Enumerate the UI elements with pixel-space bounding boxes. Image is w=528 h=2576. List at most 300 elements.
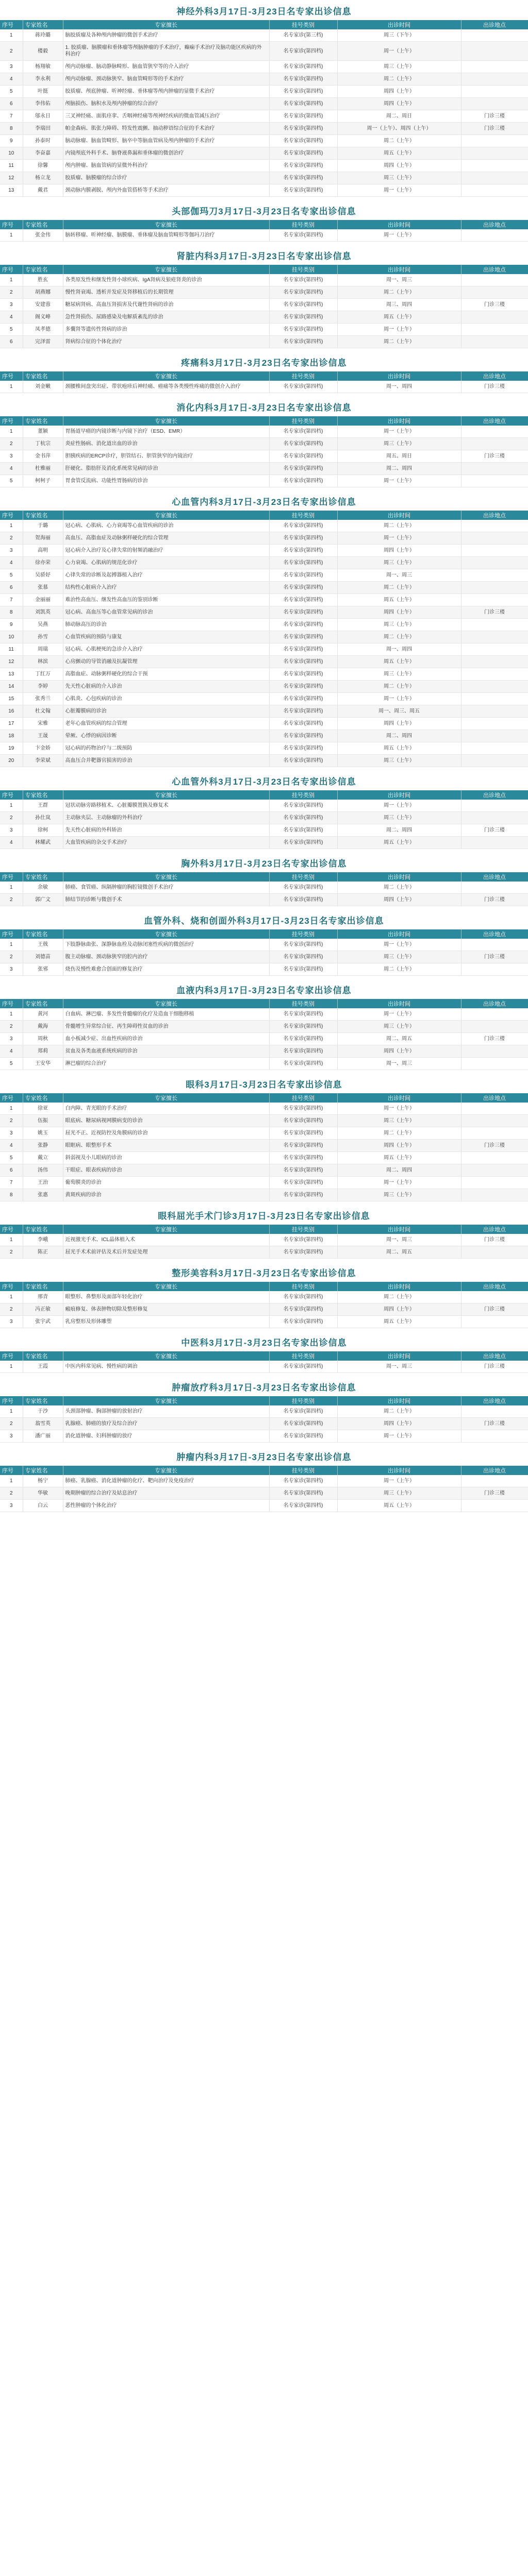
clinic-time: 周一（上午） xyxy=(337,324,461,336)
column-header: 出诊地点 xyxy=(461,220,528,229)
doctor-specialty: 肺动脉高压的诊治 xyxy=(63,619,269,631)
doctor-name[interactable]: 黄河 xyxy=(23,1008,63,1021)
doctor-specialty: 瘢痕修复、体表肿物切除及整形修复 xyxy=(63,1303,269,1316)
column-header: 专家擅长 xyxy=(63,371,269,381)
doctor-name[interactable]: 李永利 xyxy=(23,73,63,86)
doctor-name[interactable]: 杜文翰 xyxy=(23,705,63,718)
table-row xyxy=(0,812,528,824)
doctor-name[interactable]: 张宇武 xyxy=(23,1316,63,1328)
table-header-row xyxy=(0,1351,528,1361)
doctor-name[interactable]: 郭广文 xyxy=(23,894,63,906)
clinic-time: 周三（上午） xyxy=(337,438,461,450)
registration-type: 名专家诊(第四档) xyxy=(269,520,337,532)
clinic-time: 周一、周四 xyxy=(337,381,461,393)
schedule-table xyxy=(0,416,528,487)
row-index: 3 xyxy=(0,1316,23,1328)
doctor-specialty: 冠状动脉旁路移植术、心脏瓣膜置换及修复术 xyxy=(63,800,269,812)
doctor-name[interactable]: 杨立龙 xyxy=(23,172,63,184)
schedule-table xyxy=(0,1282,528,1328)
doctor-name[interactable]: 丁杭宗 xyxy=(23,438,63,450)
registration-type: 名专家诊(第四档) xyxy=(269,110,337,123)
doctor-specialty: 白血病、淋巴瘤、多发性骨髓瘤的化疗及造血干细胞移植 xyxy=(63,1008,269,1021)
column-header: 挂号类别 xyxy=(269,872,337,882)
doctor-name[interactable]: 李奋嘉 xyxy=(23,147,63,160)
row-index: 2 xyxy=(0,1115,23,1127)
clinic-location xyxy=(461,1430,528,1443)
doctor-name[interactable]: 李婷 xyxy=(23,681,63,693)
row-index: 8 xyxy=(0,606,23,619)
doctor-name[interactable]: 吴燕 xyxy=(23,619,63,631)
registration-type: 名专家诊(第四档) xyxy=(269,1045,337,1058)
doctor-name[interactable]: 柯柯子 xyxy=(23,475,63,487)
clinic-location xyxy=(461,882,528,894)
registration-type: 名专家诊(第四档) xyxy=(269,1487,337,1500)
clinic-time: 周一（上午） xyxy=(337,229,461,242)
doctor-name[interactable]: 安建蓉 xyxy=(23,299,63,311)
doctor-specialty: 心肌炎、心包疾病的诊治 xyxy=(63,693,269,705)
doctor-name[interactable]: 张静 xyxy=(23,1140,63,1152)
column-header: 专家姓名 xyxy=(23,1093,63,1103)
doctor-name[interactable]: 李峨 xyxy=(23,1234,63,1246)
row-index: 1 xyxy=(0,1008,23,1021)
doctor-name[interactable]: 孙泰时 xyxy=(23,135,63,147)
section-title: 眼科屈光手术门诊3月17日-3月23日名专家出诊信息 xyxy=(158,1211,370,1221)
doctor-specialty: 斜弱视及小儿眼病的诊治 xyxy=(63,1152,269,1164)
column-header: 专家擅长 xyxy=(63,872,269,882)
doctor-specialty: 炎症性肠病、消化道出血的诊治 xyxy=(63,438,269,450)
doctor-name[interactable]: 翁雪英 xyxy=(23,1418,63,1430)
doctor-name[interactable]: 卞金娇 xyxy=(23,742,63,755)
doctor-name[interactable]: 孙仕岚 xyxy=(23,812,63,824)
doctor-name[interactable]: 邬永日 xyxy=(23,110,63,123)
clinic-location xyxy=(461,594,528,606)
doctor-name[interactable]: 余敏 xyxy=(23,882,63,894)
doctor-name[interactable]: 高明 xyxy=(23,545,63,557)
doctor-specialty: 难治性高血压、继发性高血压的鉴别诊断 xyxy=(63,594,269,606)
registration-type: 名专家诊(第四档) xyxy=(269,894,337,906)
clinic-time: 周三（上午） xyxy=(337,1021,461,1033)
clinic-time: 周二（上午） xyxy=(337,582,461,594)
doctor-specialty: 颈动脉内膜剥脱、颅内外血管搭桥等手术治疗 xyxy=(63,184,269,197)
column-header: 专家擅长 xyxy=(63,265,269,274)
column-header: 挂号类别 xyxy=(269,1351,337,1361)
clinic-location xyxy=(461,311,528,324)
table-row xyxy=(0,939,528,951)
column-header: 序号 xyxy=(0,929,23,939)
doctor-specialty: 颅内动脉瘤、颈动脉狭窄、脑血管畸形等的手术治疗 xyxy=(63,73,269,86)
doctor-specialty: 颅内动脉瘤、脑动静脉畸形、脑血管狭窄等的介入治疗 xyxy=(63,61,269,73)
table-header-row xyxy=(0,790,528,800)
clinic-time: 周一（上午） xyxy=(337,1430,461,1443)
doctor-name[interactable]: 林耀武 xyxy=(23,837,63,849)
doctor-name[interactable]: 徐馨 xyxy=(23,160,63,172)
clinic-location xyxy=(461,656,528,668)
row-index: 3 xyxy=(0,1500,23,1512)
table-row xyxy=(0,1152,528,1164)
clinic-location: 门诊三楼 xyxy=(461,299,528,311)
registration-type: 名专家诊(第四档) xyxy=(269,475,337,487)
doctor-name[interactable]: 潘广丽 xyxy=(23,1430,63,1443)
row-index: 2 xyxy=(0,894,23,906)
doctor-name[interactable]: 金书萍 xyxy=(23,450,63,463)
clinic-time: 周一、周三 xyxy=(337,1361,461,1373)
table-row xyxy=(0,894,528,906)
table-row xyxy=(0,681,528,693)
registration-type: 名专家诊(第四档) xyxy=(269,1291,337,1303)
registration-type: 名专家诊(第四档) xyxy=(269,681,337,693)
doctor-name[interactable]: 陈正 xyxy=(23,1246,63,1259)
doctor-name[interactable]: 周瑞 xyxy=(23,643,63,656)
doctor-specialty: 葡萄膜炎的诊治 xyxy=(63,1177,269,1189)
clinic-time: 周五（上午） xyxy=(337,1152,461,1164)
clinic-time: 周四（上午） xyxy=(337,894,461,906)
doctor-name[interactable]: 蒋玲璐 xyxy=(23,29,63,42)
column-header: 出诊时间 xyxy=(337,1225,461,1234)
column-header: 专家姓名 xyxy=(23,416,63,426)
registration-type: 名专家诊(第四档) xyxy=(269,718,337,730)
doctor-specialty: 急性肾损伤、尿路感染及电解质紊乱的诊治 xyxy=(63,311,269,324)
doctor-name[interactable]: 戴海 xyxy=(23,1021,63,1033)
table-row xyxy=(0,1500,528,1512)
clinic-time: 周一（上午） xyxy=(337,184,461,197)
doctor-name[interactable]: 刘凯英 xyxy=(23,606,63,619)
doctor-specialty: 颅脑损伤、脑积水及颅内肿瘤的综合治疗 xyxy=(63,98,269,110)
clinic-time: 周五（上午） xyxy=(337,594,461,606)
registration-type: 名专家诊(第四档) xyxy=(269,532,337,545)
doctor-name[interactable]: 刘金嫩 xyxy=(23,381,63,393)
doctor-specialty: 烧伤及慢性难愈合创面的修复治疗 xyxy=(63,963,269,976)
doctor-name[interactable]: 姚玉 xyxy=(23,1127,63,1140)
doctor-name[interactable]: 林滨 xyxy=(23,656,63,668)
doctor-name[interactable]: 阁义峰 xyxy=(23,311,63,324)
table-row xyxy=(0,381,528,393)
section-title: 中医科3月17日-3月23日名专家出诊信息 xyxy=(181,1338,347,1348)
column-header: 出诊地点 xyxy=(461,20,528,29)
column-header: 出诊时间 xyxy=(337,790,461,800)
registration-type: 名专家诊(第四档) xyxy=(269,1316,337,1328)
doctor-name[interactable]: 邢青 xyxy=(23,1291,63,1303)
clinic-time: 周一（上午） xyxy=(337,1475,461,1487)
table-header-row xyxy=(0,20,528,29)
doctor-specialty: 脑动脉瘤、脑血管畸形、脑卒中等脑血管病及颅内肿瘤的手术治疗 xyxy=(63,135,269,147)
column-header: 序号 xyxy=(0,1396,23,1405)
row-index: 12 xyxy=(0,172,23,184)
column-header: 出诊时间 xyxy=(337,1282,461,1291)
registration-type: 名专家诊(第四档) xyxy=(269,381,337,393)
row-index: 6 xyxy=(0,336,23,348)
column-header: 序号 xyxy=(0,265,23,274)
doctor-name[interactable]: 徐亦荣 xyxy=(23,557,63,569)
row-index: 2 xyxy=(0,1487,23,1500)
doctor-name[interactable]: 郑莉 xyxy=(23,1045,63,1058)
row-index: 6 xyxy=(0,1164,23,1177)
clinic-time: 周二、周日 xyxy=(337,110,461,123)
column-header: 出诊地点 xyxy=(461,1093,528,1103)
doctor-name[interactable]: 胡燕娜 xyxy=(23,286,63,299)
doctor-specialty: 三叉神经痛、面肌痉挛、舌咽神经痛等颅神经疾病的微血管减压治疗 xyxy=(63,110,269,123)
clinic-location xyxy=(461,668,528,681)
clinic-location xyxy=(461,229,528,242)
doctor-name[interactable]: 李伟佑 xyxy=(23,98,63,110)
row-index: 4 xyxy=(0,1140,23,1152)
row-index: 7 xyxy=(0,1177,23,1189)
clinic-location xyxy=(461,336,528,348)
doctor-specialty: 肺癌、乳腺癌、消化道肿瘤的化疗、靶向治疗及免疫治疗 xyxy=(63,1475,269,1487)
table-row xyxy=(0,1021,528,1033)
column-header: 挂号类别 xyxy=(269,929,337,939)
doctor-name[interactable]: 完泽雷 xyxy=(23,336,63,348)
column-header: 出诊地点 xyxy=(461,1351,528,1361)
clinic-location xyxy=(461,1164,528,1177)
registration-type: 名专家诊(第四档) xyxy=(269,1234,337,1246)
clinic-time: 周三（下午） xyxy=(337,29,461,42)
table-row xyxy=(0,718,528,730)
registration-type: 名专家诊(第四档) xyxy=(269,1033,337,1045)
clinic-time: 周二（上午） xyxy=(337,1405,461,1418)
doctor-name[interactable]: 张惠 xyxy=(23,1189,63,1201)
row-index: 10 xyxy=(0,147,23,160)
doctor-specialty: 高脂血症、动脉粥样硬化的综合干预 xyxy=(63,668,269,681)
registration-type: 名专家诊(第四档) xyxy=(269,1246,337,1259)
registration-type: 名专家诊(第四档) xyxy=(269,800,337,812)
clinic-time: 周四（上午） xyxy=(337,98,461,110)
table-row xyxy=(0,336,528,348)
clinic-time: 周一（上午） xyxy=(337,1177,461,1189)
registration-type: 名专家诊(第四档) xyxy=(269,1152,337,1164)
clinic-location xyxy=(461,1189,528,1201)
table-header-row xyxy=(0,1466,528,1475)
row-index: 20 xyxy=(0,755,23,767)
registration-type: 名专家诊(第四档) xyxy=(269,837,337,849)
row-index: 1 xyxy=(0,800,23,812)
doctor-specialty: 肺结节的诊断与微创手术 xyxy=(63,894,269,906)
doctor-name[interactable]: 徐柯 xyxy=(23,824,63,837)
table-row xyxy=(0,299,528,311)
column-header: 挂号类别 xyxy=(269,1093,337,1103)
doctor-name[interactable]: 张秀兰 xyxy=(23,693,63,705)
clinic-time: 周四（上午） xyxy=(337,160,461,172)
doctor-name[interactable]: 李荣斌 xyxy=(23,755,63,767)
doctor-name[interactable]: 汤伟 xyxy=(23,1164,63,1177)
table-row xyxy=(0,438,528,450)
row-index: 15 xyxy=(0,693,23,705)
clinic-location xyxy=(461,1500,528,1512)
clinic-location xyxy=(461,1103,528,1115)
row-index: 9 xyxy=(0,619,23,631)
doctor-name[interactable]: 叶挺 xyxy=(23,86,63,98)
clinic-time: 周一（上午） xyxy=(337,475,461,487)
registration-type: 名专家诊(第四档) xyxy=(269,1021,337,1033)
doctor-name[interactable]: 凤孝德 xyxy=(23,324,63,336)
clinic-time: 周一（上午） xyxy=(337,800,461,812)
doctor-specialty: 各类原发性和继发性肾小球疾病、IgA肾病及狼疮肾炎的诊治 xyxy=(63,274,269,286)
clinic-location xyxy=(461,86,528,98)
clinic-time: 周二（上午） xyxy=(337,963,461,976)
doctor-name[interactable]: 王治 xyxy=(23,1177,63,1189)
clinic-location xyxy=(461,557,528,569)
doctor-name[interactable]: 王霞 xyxy=(23,1361,63,1373)
doctor-name[interactable]: 伍振 xyxy=(23,1115,63,1127)
doctor-name[interactable]: 董颖 xyxy=(23,426,63,438)
registration-type: 名专家诊(第四档) xyxy=(269,569,337,582)
doctor-name[interactable]: 金丽丽 xyxy=(23,594,63,606)
table-row xyxy=(0,951,528,963)
doctor-name[interactable]: 戴立 xyxy=(23,1152,63,1164)
registration-type: 名专家诊(第四档) xyxy=(269,1303,337,1316)
table-header-row xyxy=(0,929,528,939)
row-index: 4 xyxy=(0,1045,23,1058)
doctor-name[interactable]: 白云 xyxy=(23,1500,63,1512)
clinic-time: 周一（上午） xyxy=(337,939,461,951)
row-index: 1 xyxy=(0,939,23,951)
clinic-time: 周四（上午） xyxy=(337,606,461,619)
registration-type: 名专家诊(第四档) xyxy=(269,643,337,656)
column-header: 挂号类别 xyxy=(269,220,337,229)
doctor-name[interactable]: 李瑞田 xyxy=(23,123,63,135)
section-title: 头部伽玛刀3月17日-3月23日名专家出诊信息 xyxy=(172,207,356,216)
clinic-time: 周四（上午） xyxy=(337,718,461,730)
clinic-location: 门诊三楼 xyxy=(461,1303,528,1316)
clinic-time: 周三（上午） xyxy=(337,557,461,569)
table-row xyxy=(0,1140,528,1152)
doctor-specialty: 大血管疾病的杂交手术治疗 xyxy=(63,837,269,849)
section-title: 肿瘤内科3月17日-3月23日名专家出诊信息 xyxy=(176,1452,352,1462)
row-index: 3 xyxy=(0,824,23,837)
row-index: 2 xyxy=(0,286,23,299)
doctor-name[interactable]: 丁红万 xyxy=(23,668,63,681)
table-row xyxy=(0,1045,528,1058)
doctor-specialty: 胃肠道早癌的内镜诊断与内镜下治疗（ESD、EMR） xyxy=(63,426,269,438)
doctor-specialty: 心房颤动的导管消融及抗凝管理 xyxy=(63,656,269,668)
doctor-specialty: 颈腰椎间盘突出症、带状疱疹后神经痛、癌痛等各类慢性疼痛的微创介入治疗 xyxy=(63,381,269,393)
registration-type: 名专家诊(第四档) xyxy=(269,824,337,837)
doctor-specialty: 先天性心脏病的介入诊治 xyxy=(63,681,269,693)
doctor-name[interactable]: 张慕 xyxy=(23,582,63,594)
row-index: 2 xyxy=(0,1246,23,1259)
clinic-location xyxy=(461,730,528,742)
doctor-specialty: 肺癌、食管癌、纵隔肿瘤的胸腔镜微创手术治疗 xyxy=(63,882,269,894)
doctor-name[interactable]: 戴君 xyxy=(23,184,63,197)
doctor-name[interactable]: 周秋 xyxy=(23,1033,63,1045)
clinic-location xyxy=(461,1177,528,1189)
doctor-name[interactable]: 刘德苗 xyxy=(23,951,63,963)
registration-type: 名专家诊(第四档) xyxy=(269,336,337,348)
clinic-time: 周五（上午） xyxy=(337,311,461,324)
doctor-name[interactable]: 贺海丽 xyxy=(23,532,63,545)
doctor-name[interactable]: 王群 xyxy=(23,800,63,812)
row-index: 3 xyxy=(0,963,23,976)
doctor-name[interactable]: 张邪 xyxy=(23,963,63,976)
doctor-specialty: 恶性肿瘤的个体化治疗 xyxy=(63,1500,269,1512)
clinic-location xyxy=(461,1246,528,1259)
clinic-location xyxy=(461,438,528,450)
doctor-name[interactable]: 徐亚 xyxy=(23,1103,63,1115)
doctor-name[interactable]: 楼毅 xyxy=(23,42,63,61)
table-row xyxy=(0,110,528,123)
row-index: 7 xyxy=(0,110,23,123)
registration-type: 名专家诊(第四档) xyxy=(269,742,337,755)
table-row xyxy=(0,730,528,742)
clinic-location xyxy=(461,1475,528,1487)
clinic-location xyxy=(461,681,528,693)
clinic-location xyxy=(461,135,528,147)
clinic-time: 周二（上午） xyxy=(337,631,461,643)
row-index: 2 xyxy=(0,532,23,545)
clinic-location xyxy=(461,73,528,86)
column-header: 出诊时间 xyxy=(337,416,461,426)
clinic-time: 周一（上午） xyxy=(337,1103,461,1115)
doctor-name[interactable]: 杨宁 xyxy=(23,1475,63,1487)
doctor-name[interactable]: 于璐 xyxy=(23,520,63,532)
registration-type: 名专家诊(第四档) xyxy=(269,1008,337,1021)
registration-type: 名专家诊(第四档) xyxy=(269,123,337,135)
doctor-name[interactable]: 王晟 xyxy=(23,730,63,742)
doctor-name[interactable]: 华敏 xyxy=(23,1487,63,1500)
doctor-name[interactable]: 王安华 xyxy=(23,1058,63,1070)
clinic-location xyxy=(461,742,528,755)
schedule-table xyxy=(0,790,528,849)
clinic-location xyxy=(461,475,528,487)
doctor-name[interactable]: 胜玄 xyxy=(23,274,63,286)
section-title: 血液内科3月17日-3月23日名专家出诊信息 xyxy=(176,986,352,995)
row-index: 2 xyxy=(0,812,23,824)
doctor-name[interactable]: 杜雅丽 xyxy=(23,463,63,475)
doctor-name[interactable]: 张金伟 xyxy=(23,229,63,242)
column-header: 专家姓名 xyxy=(23,790,63,800)
clinic-location: 门诊三楼 xyxy=(461,1418,528,1430)
column-header: 序号 xyxy=(0,1466,23,1475)
table-row xyxy=(0,594,528,606)
doctor-name[interactable]: 冯正敏 xyxy=(23,1303,63,1316)
clinic-time: 周一、周四 xyxy=(337,643,461,656)
column-header: 专家擅长 xyxy=(63,999,269,1008)
clinic-time: 周二（上午） xyxy=(337,1291,461,1303)
column-header: 挂号类别 xyxy=(269,511,337,520)
table-header-row xyxy=(0,416,528,426)
doctor-specialty: 多囊肾等遗传性肾病的诊治 xyxy=(63,324,269,336)
doctor-name[interactable]: 于沙 xyxy=(23,1405,63,1418)
doctor-name[interactable]: 宋雅 xyxy=(23,718,63,730)
clinic-location xyxy=(461,800,528,812)
row-index: 19 xyxy=(0,742,23,755)
row-index: 5 xyxy=(0,324,23,336)
clinic-location xyxy=(461,619,528,631)
clinic-time: 周一（上午） xyxy=(337,532,461,545)
table-row xyxy=(0,184,528,197)
section-title: 血管外科、烧和创面外科3月17日-3月23日名专家出诊信息 xyxy=(144,916,384,926)
registration-type: 名专家诊(第四档) xyxy=(269,73,337,86)
column-header: 专家擅长 xyxy=(63,220,269,229)
clinic-location xyxy=(461,1008,528,1021)
row-index: 3 xyxy=(0,1127,23,1140)
clinic-location: 门诊三楼 xyxy=(461,824,528,837)
section-title: 眼科3月17日-3月23日名专家出诊信息 xyxy=(186,1080,342,1090)
doctor-specialty: 糖尿病肾病、高血压肾损害及代谢性肾病的诊治 xyxy=(63,299,269,311)
clinic-time: 周五（上午） xyxy=(337,837,461,849)
doctor-name[interactable]: 吴骄妤 xyxy=(23,569,63,582)
clinic-time: 周三（上午） xyxy=(337,1115,461,1127)
doctor-name[interactable]: 杨翔敏 xyxy=(23,61,63,73)
registration-type: 名专家诊(第四档) xyxy=(269,311,337,324)
schedule-table xyxy=(0,1225,528,1259)
clinic-time: 周三（上午） xyxy=(337,1189,461,1201)
registration-type: 名专家诊(第四档) xyxy=(269,882,337,894)
doctor-name[interactable]: 孙雪 xyxy=(23,631,63,643)
doctor-specialty: 乳房整形及形体雕塑 xyxy=(63,1316,269,1328)
doctor-name[interactable]: 王戟 xyxy=(23,939,63,951)
doctor-specialty: 结构性心脏病介入治疗 xyxy=(63,582,269,594)
table-row xyxy=(0,1316,528,1328)
